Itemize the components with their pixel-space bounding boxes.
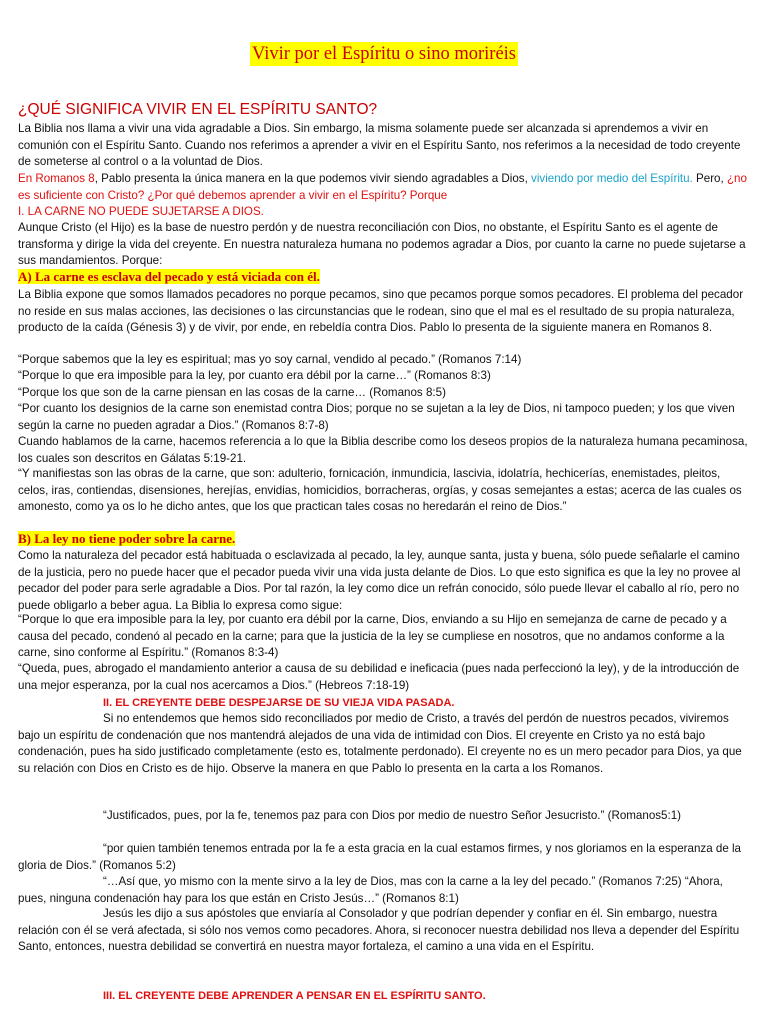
spirit-phrase: viviendo por medio del Espíritu. xyxy=(531,172,693,185)
section-1-heading: I. LA CARNE NO PUEDE SUJETARSE A DIOS. xyxy=(18,205,264,218)
quote-romanos-7-14: “Porque sabemos que la ley es espiritual; mas yo soy carnal, vendido al pecado.” (Romanos 7:14) xyxy=(18,353,522,366)
flesh-paragraph: Cuando hablamos de la carne, hacemos referencia a lo que la Biblia describe como los deseos propios de la naturaleza humana pecaminosa, los cuales son descritos en Gálatas 5:19-21. xyxy=(18,435,748,465)
document-title: Vivir por el Espíritu o sino moriréis xyxy=(251,44,517,64)
closing-paragraph: Jesús les dijo a sus apóstoles que enviaría al Consolador y que podrían depender y confiar en él. Sin embargo, nuestra relación con él se verá afectada, si sólo nos vemos como pecadores. Ahora, si reconocer nuestra debilidad nos lleva a depender del Espíritu Santo, entonces, nuestra debilidad se convertirá en nuestra mayor fortaleza, el camino a una vida en el Espíritu. xyxy=(18,907,740,953)
section-2-paragraph: Si no entendemos que hemos sido reconciliados por medio de Cristo, a través del perdón de nuestros pecados, viviremos bajo un espíritu de condenación que nos mantendrá alejados de una vida de intimidad con Dios. El creyente en Cristo ya no está bajo condenación, pues ha sido justificado completamente (esto es, totalmente perdonado). El creyente no es un mero pecador para Dios, ya que su relación con Dios en Cristo es de hijo. Observe la manera en que Pablo lo presenta en la carta a los Romanos. xyxy=(18,712,742,775)
quote-romanos-5-2: “por quien también tenemos entrada por la fe a esta gracia en la cual estamos firmes, y nos gloriamos en la esperanza de la gloria de Dios.” (Romanos 5:2) xyxy=(18,842,742,872)
quote-galatas: “Y manifiestas son las obras de la carne, que son: adulterio, fornicación, inmundicia, lascivia, idolatría, hechicerías, enemistades, pleitos, celos, iras, contiendas, disensiones, herejías, envidias, homicidios, borracheras, orgías, y cosas semejantes a estas; acerca de las cuales os amonesto, como ya os lo he dicho antes, que los que practican tales cosas no heredarán el reino de Dios.” xyxy=(18,467,742,513)
question-phrase: ¿no es suficiente con Cristo? ¿Por qué debemos aprender a vivir en el Espíritu? Porque xyxy=(18,172,747,202)
paragraph-a: La Biblia expone que somos llamados pecadores no porque pecamos, sino que pecamos porque somos pecadores. El problema del pecador no reside en sus malas acciones, las decisiones o las circunstancias que le rodean, sino que el mal es el resultado de su propia naturaleza, producto de la caída (Génesis 3) y de vivir, por ende, en rebeldía contra Dios. Pablo lo presenta de la siguiente manera en Romanos 8. xyxy=(18,288,744,334)
subheading-b: B) La ley no tiene poder sobre la carne. xyxy=(18,531,236,546)
intro-paragraph: La Biblia nos llama a vivir una vida agradable a Dios. Sin embargo, la misma solamente puede ser alcanzada si aprendemos a vivir en comunión con el Espíritu Santo. Cuando nos referimos a aprender a vivir en el Espíritu Santo, nos referimos a la necesidad de todo creyente de someterse al control o a la voluntad de Dios. xyxy=(18,122,741,168)
subheading-a: A) La carne es esclava del pecado y está viciada con él. xyxy=(18,269,320,284)
romanos8-ref: En Romanos 8 xyxy=(18,172,95,185)
pero-text: Pero, xyxy=(692,172,727,185)
quote-romanos-5-1: “Justificados, pues, por la fe, tenemos paz para con Dios por medio de nuestro Señor Jesucristo.” (Romanos5:1) xyxy=(103,809,682,822)
quote-romanos-8-5: “Porque los que son de la carne piensan en las cosas de la carne… (Romanos 8:5) xyxy=(18,386,446,399)
title-block xyxy=(0,42,768,66)
quote-romanos-8-3-4: “Porque lo que era imposible para la ley, por cuanto era débil por la carne, Dios, enviando a su Hijo en semejanza de carne de pecado y a causa del pecado, condenó al pecado en la carne; para que la justicia de la ley se cumpliese en nosotros, que no andamos conforme a la carne, sino conforme al Espíritu.” (Romanos 8:3-4) xyxy=(18,613,727,659)
section-3-heading: III. EL CREYENTE DEBE APRENDER A PENSAR EN EL ESPÍRITU SANTO. xyxy=(103,990,486,1002)
romanos8-paragraph xyxy=(18,171,750,204)
quote-hebreos: “Queda, pues, abrogado el mandamiento anterior a causa de su debilidad e ineficacia (pues nada perfeccionó la ley), y de la introducción de una mejor esperanza, por la cual nos acercamos a Dios.” (Hebreos 7:18-19) xyxy=(18,662,740,692)
quote-romanos-7-25: “…Así que, yo mismo con la mente sirvo a la ley de Dios, mas con la carne a la ley del pecado.” (Romanos 7:25) “Ahora, pues, ninguna condenación hay para los que están en Cristo Jesús…” (Romanos 8:1) xyxy=(18,875,723,905)
quote-romanos-8-3: “Porque lo que era imposible para la ley, por cuanto era débil por la carne…” (Romanos 8:3) xyxy=(18,369,491,382)
section-2-heading: II. EL CREYENTE DEBE DESPEJARSE DE SU VIEJA VIDA PASADA. xyxy=(103,697,455,709)
romanos8-text: , Pablo presenta la única manera en la que podemos vivir siendo agradables a Dios, xyxy=(94,172,532,185)
quote-romanos-8-7: “Por cuanto los designios de la carne son enemistad contra Dios; porque no se sujetan a la ley de Dios, ni tampoco pueden; y los que viven según la carne no pueden agradar a Dios.” (Romanos 8:7-8) xyxy=(18,402,735,432)
paragraph-b: Como la naturaleza del pecador está habituada o esclavizada al pecado, la ley, aunque santa, justa y buena, sólo puede señalarle el camino de la justicia, pero no puede hacer que el pecador pueda vivir una vida justa delante de Dios. Lo que esto significa es que la ley no provee al pecador del poder para serle agradable a Dios. Por tal razón, la ley como dice un refrán conocido, sólo puede llevar el caballo al río, pero no puede obligarlo a beber agua. La Biblia lo expresa como sigue: xyxy=(18,549,741,612)
section-1-paragraph: Aunque Cristo (el Hijo) es la base de nuestro perdón y de nuestra reconciliación con Dios, no obstante, el Espíritu Santo es el agente de transforma y dirige la vida del creyente. En nuestra naturaleza humana no podemos agradar a Dios, por cuanto la carne no puede sujetarse a sus mandamientos. Porque: xyxy=(18,221,746,267)
section-question-heading: ¿QUÉ SIGNIFICA VIVIR EN EL ESPÍRITU SANTO? xyxy=(18,101,378,118)
